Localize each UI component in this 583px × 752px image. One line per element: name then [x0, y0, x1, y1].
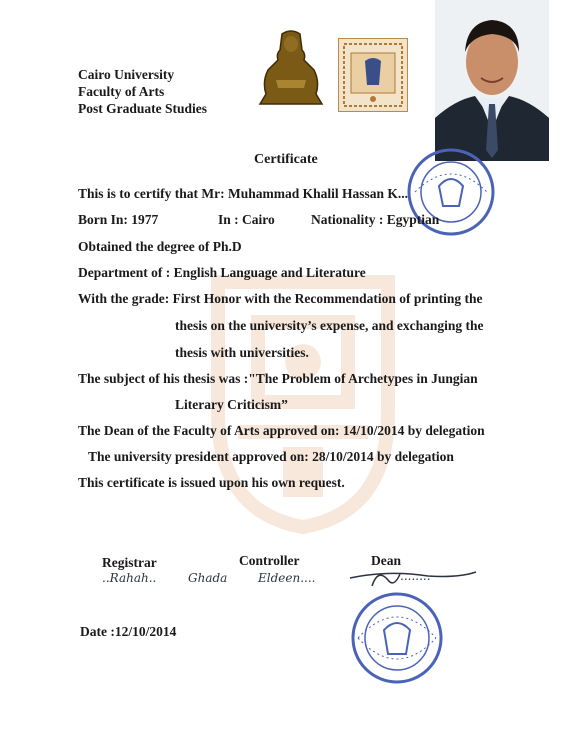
- grade-line-3: thesis with universities.: [175, 345, 309, 360]
- issued-line: This certificate is issued upon his own request.: [78, 475, 345, 490]
- subject-line-1: The subject of his thesis was :"The Problem of Archetypes in Jungian: [78, 371, 478, 386]
- born-in: Born In: 1977: [78, 212, 159, 227]
- certificate-title: Certificate: [254, 152, 318, 167]
- issue-date: Date :12/10/2014: [80, 624, 177, 639]
- department-name: Post Graduate Studies: [78, 101, 208, 116]
- institution-header: [78, 66, 207, 117]
- registrar-label: Registrar: [102, 555, 157, 570]
- registrar-signature: ..Rahah..: [102, 571, 157, 585]
- official-stamp-bottom: [348, 590, 446, 686]
- revenue-stamp: [338, 38, 408, 112]
- department-line: Department of : English Language and Literature: [78, 265, 366, 280]
- controller-label: Controller: [239, 553, 300, 568]
- controller-signature: Eldeen....: [258, 571, 316, 585]
- grade-line-2: thesis on the university’s expense, and exchanging the: [175, 318, 484, 333]
- registrar-signature-2: Ghada: [188, 571, 228, 585]
- president-approval: The university president approved on: 28/10/2014 by delegation: [88, 449, 454, 464]
- birth-place: In : Cairo: [218, 212, 275, 227]
- dean-approval: The Dean of the Faculty of Arts approved on: 14/10/2014 by delegation: [78, 423, 485, 438]
- nationality: Nationality : Egyptian: [311, 212, 440, 227]
- certify-line: This is to certify that Mr: Muhammad Khalil Hassan K...: [78, 186, 408, 201]
- dean-signature: ........: [400, 569, 431, 583]
- university-name: Cairo University: [78, 67, 175, 82]
- scribe-statue-logo: [258, 30, 324, 106]
- dean-signature-stroke: [348, 566, 478, 590]
- degree-line: Obtained the degree of Ph.D: [78, 239, 242, 254]
- portrait-photo: [435, 0, 549, 161]
- subject-line-2: Literary Criticism”: [175, 397, 288, 412]
- faculty-name: Faculty of Arts: [78, 84, 165, 99]
- grade-line-1: With the grade: First Honor with the Recommendation of printing the: [78, 291, 483, 306]
- dean-label: Dean: [371, 553, 401, 568]
